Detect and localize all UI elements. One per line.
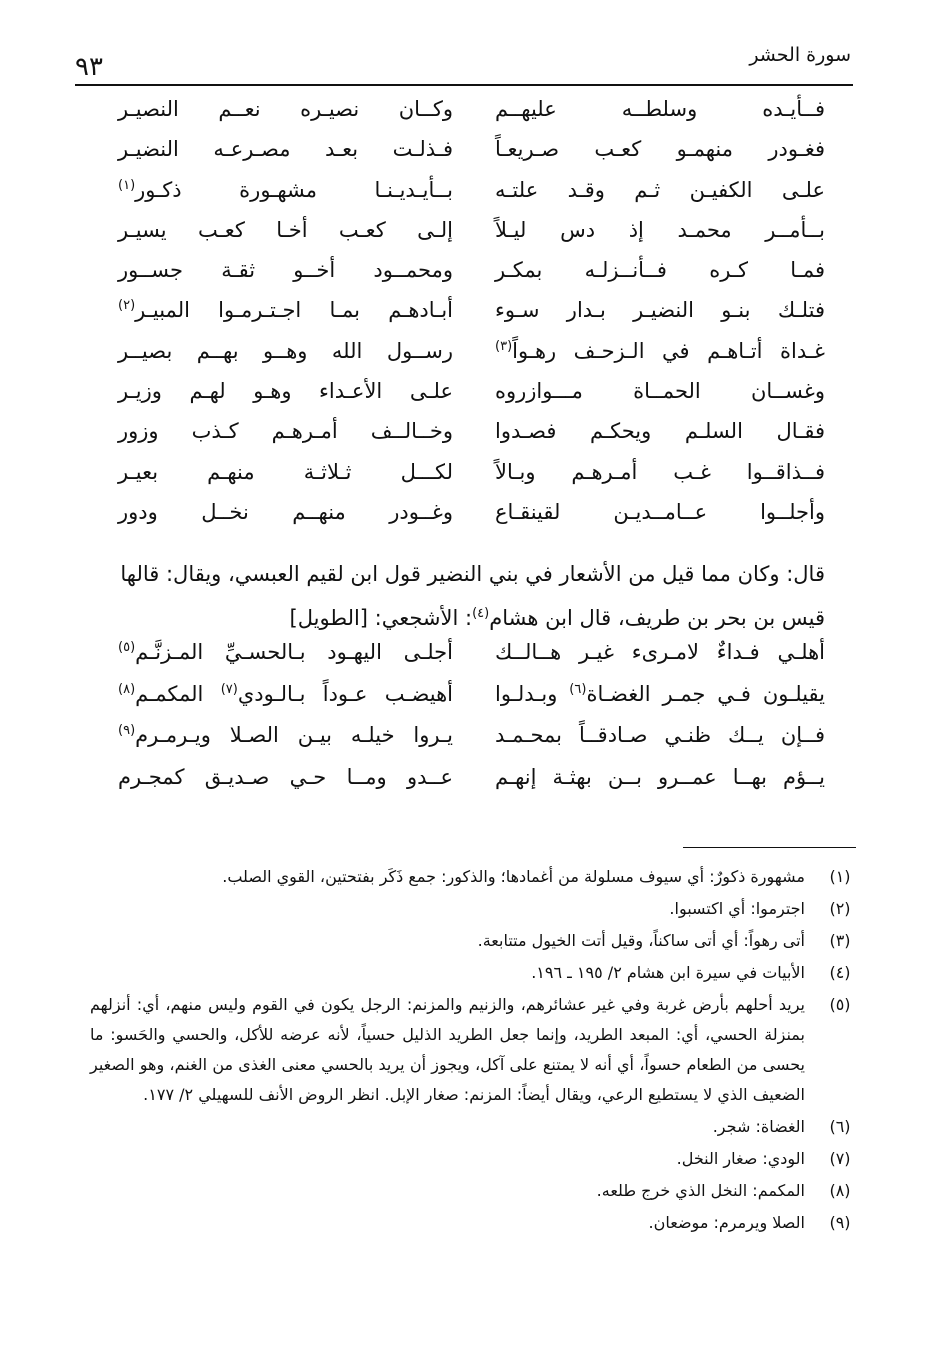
verse-second-hemistich: وكــان نصيـره نعــم النصيـر xyxy=(118,97,453,121)
footnote-number: (٥) xyxy=(829,995,851,1014)
verse-row xyxy=(120,258,825,298)
footnote xyxy=(90,958,860,988)
verse-first-hemistich: فتلـك بنـو النضيـر بـدار سـوء xyxy=(495,298,825,323)
prose-text: : الأشجعي: [الطويل] xyxy=(289,606,473,630)
footnote-text: الأبيات في سيرة ابن هشام ٢/ ١٩٥ ـ ١٩٦. xyxy=(531,963,805,982)
footnote-ref-5: (٥) xyxy=(118,640,136,655)
footnote-ref-9: (٩) xyxy=(118,723,136,738)
hemistich-text: يقيلـون فـي جمـر الغضـاة xyxy=(586,681,825,706)
verse-second-hemistich xyxy=(118,178,453,202)
footnote xyxy=(90,894,860,924)
prose-paragraph xyxy=(80,555,825,638)
verse-row xyxy=(120,97,825,137)
footnote-ref-6: (٦) xyxy=(569,681,587,697)
verse-first-hemistich: فــإن يــك ظنـي صـادقــاً بمحـمـد xyxy=(495,723,825,747)
footnote-ref-1: (١) xyxy=(118,177,136,193)
verse-second-hemistich xyxy=(118,723,453,747)
verse-first-hemistich: فــذاقــوا غـب أمـرهـم وبـالاً xyxy=(495,459,825,484)
verse-first-hemistich: فغـودر منهمـو كعـب صـريعـاً xyxy=(495,137,825,162)
footnote-text: الصلا ويرمرم: موضعان. xyxy=(648,1213,805,1232)
footnotes xyxy=(90,862,860,1240)
footnote-number: (٢) xyxy=(829,899,851,918)
footnote-ref-4: (٤) xyxy=(472,606,490,621)
footnote-text: أتى رهواً: أي أتى ساكناً، وقيل أتت الخيول متتابعة. xyxy=(477,931,805,950)
footnote xyxy=(90,1176,860,1206)
footnote-number: (٤) xyxy=(829,963,851,982)
prose-text: قيس بن بحر بن طريف، قال ابن هشام xyxy=(489,606,825,630)
footnote xyxy=(90,1208,860,1238)
verse-first-hemistich: علـى الكفيـن ثـم وقـد علتـه xyxy=(495,177,825,202)
verse-second-hemistich xyxy=(118,682,453,706)
poem-one xyxy=(120,97,825,540)
footnote xyxy=(90,1144,860,1174)
footnote xyxy=(90,1112,860,1142)
verse-second-hemistich xyxy=(118,640,453,664)
footnote-text: المكمم: النخل الذي خرج طلعه. xyxy=(596,1181,805,1200)
header-rule xyxy=(75,84,853,86)
verse-second-hemistich: علـى الأعـداء وهـو لهـم وزيـر xyxy=(118,379,453,404)
hemistich-text: أبـادهـم بمـا اجـتـرمـوا المبيـر xyxy=(135,298,453,323)
footnote-number: (٩) xyxy=(829,1213,851,1232)
verse-first-hemistich: يــؤم بهــا عمــرو بــن بهثـة إنهـم xyxy=(495,764,825,789)
verse-row xyxy=(120,178,825,218)
verse-row xyxy=(120,500,825,540)
footnote-ref-7: (٧) xyxy=(220,681,238,697)
hemistich-text: غـداة أتـاهـم في الـزحـف رهـواً xyxy=(512,338,825,363)
verse-row xyxy=(120,137,825,177)
verse-second-hemistich: إلـى كعـب أخـا كعـب يسيـر xyxy=(118,217,453,242)
verse-second-hemistich: ومحمــود أخــو ثقـة جســور xyxy=(118,258,453,283)
verse-first-hemistich: أهلـي فـداءٌ لامـرىء غيـر هــالــك xyxy=(495,640,825,664)
footnote-number: (١) xyxy=(829,867,851,886)
hemistich-text: بــأيـديـنـا مشهـورة ذكـور xyxy=(135,177,453,202)
verse-row xyxy=(120,460,825,500)
verse-row xyxy=(120,640,825,682)
hemistich-text: المكمـم xyxy=(135,681,221,706)
footnote-text: اجترموا: أي اكتسبوا. xyxy=(669,899,805,918)
verse-first-hemistich: وأجلــوا عــامــديـن لقينقـاع xyxy=(495,499,825,524)
footnote-number: (٣) xyxy=(829,931,851,950)
verse-row xyxy=(120,339,825,379)
verse-second-hemistich: عــدو ومــا حـي صـديـق كمجـرم xyxy=(118,764,453,789)
running-title: سورة الحشر xyxy=(749,44,851,66)
verse-row xyxy=(120,379,825,419)
footnote-text: يريد أحلهم بأرض غربة وفي غير عشائرهم، والزنيم والمزنم: الرجل يكون في القوم وليس منهم، أي: أنزلهم بمنزلة الحسي، أي: المبعد الطريد، وإنما جعل الطريد الذليل حسياً، لأنه عرضه للأكل، والحسي والحَسو: ما يحسى من الطعام حسواً، أي أنه لا يمتنع على آكل، ويجوز أن يريد بالحسي معنى الغذى من الغنم، وهو الصغير الضعيف الذي لا يستطيع الرعي، ويقال أيضاً: المزنم: صغار الإبل. انظر الروض الأنف للسهيلي ٢/ ١٧٧. xyxy=(90,995,805,1104)
verse-first-hemistich xyxy=(495,339,825,363)
footnote-number: (٨) xyxy=(829,1181,851,1200)
footnote-number: (٦) xyxy=(829,1117,851,1136)
footnote-text: مشهورة ذكورٌ: أي سيوف مسلولة من أغمادها؛ والذكور: جمع ذَكَر بفتحتين، القوي الصلب. xyxy=(222,867,805,886)
verse-row xyxy=(120,765,825,807)
footnote xyxy=(90,862,860,892)
verse-second-hemistich: وخــالــف أمـرهـم كـذب وزور xyxy=(118,419,453,444)
hemistich-text: أهيضـب عـوداً بـالـودي xyxy=(237,681,453,706)
footnote-text: الغضاة: شجر. xyxy=(712,1117,805,1136)
footnote-separator xyxy=(683,847,856,848)
verse-first-hemistich: بــأمــر محمـد إذ دس ليـلاً xyxy=(495,217,825,242)
footnote-ref-8: (٨) xyxy=(118,681,136,697)
verse-row xyxy=(120,218,825,258)
verse-second-hemistich xyxy=(118,298,453,322)
verse-first-hemistich: فــأيـده وسلطــه عليهــم xyxy=(495,97,825,121)
footnote-ref-3: (٣) xyxy=(495,338,513,354)
verse-second-hemistich: فـذلـت بعـد مصـرعـه النضيـر xyxy=(118,137,453,162)
prose-line: قال: وكان مما قيل من الأشعار في بني النضير قول ابن لقيم العبسي، ويقال: قالها xyxy=(120,562,825,586)
verse-first-hemistich xyxy=(495,682,825,706)
prose-line xyxy=(80,594,825,638)
verse-first-hemistich: فمـا كـره فــأنــزلـه بمكـر xyxy=(495,258,825,283)
footnote-text: الودي: صغار النخل. xyxy=(676,1149,805,1168)
footnote xyxy=(90,926,860,956)
verse-first-hemistich: فقـال السلـم ويحكـم فصـدوا xyxy=(495,419,825,444)
verse-row xyxy=(120,682,825,724)
hemistich-text: يـروا خيلـه بيـن الصـلا ويـرمـرم xyxy=(135,723,453,747)
hemistich-text: وبـدلـوا xyxy=(495,681,570,706)
footnote-ref-2: (٢) xyxy=(118,298,136,314)
poem-two xyxy=(120,640,825,806)
verse-second-hemistich: لكـــل ثـلاثـة منهـم بعيـر xyxy=(118,459,453,484)
footnote xyxy=(90,990,860,1110)
verse-row xyxy=(120,723,825,765)
hemistich-text: أجلـى اليهـود بـالحسـيِّ المـزنَّـم xyxy=(135,640,453,664)
page-number: ٩٣ xyxy=(75,52,103,82)
verse-second-hemistich: وغــودر منهــم نخــل ودور xyxy=(118,499,453,524)
verse-row xyxy=(120,419,825,459)
verse-second-hemistich: رســول الله وهــو بهــم بصيــر xyxy=(118,338,453,363)
footnote-number: (٧) xyxy=(829,1149,851,1168)
verse-row xyxy=(120,298,825,338)
verse-first-hemistich: وغســان الحمــاة مـــوازروه xyxy=(495,379,825,404)
